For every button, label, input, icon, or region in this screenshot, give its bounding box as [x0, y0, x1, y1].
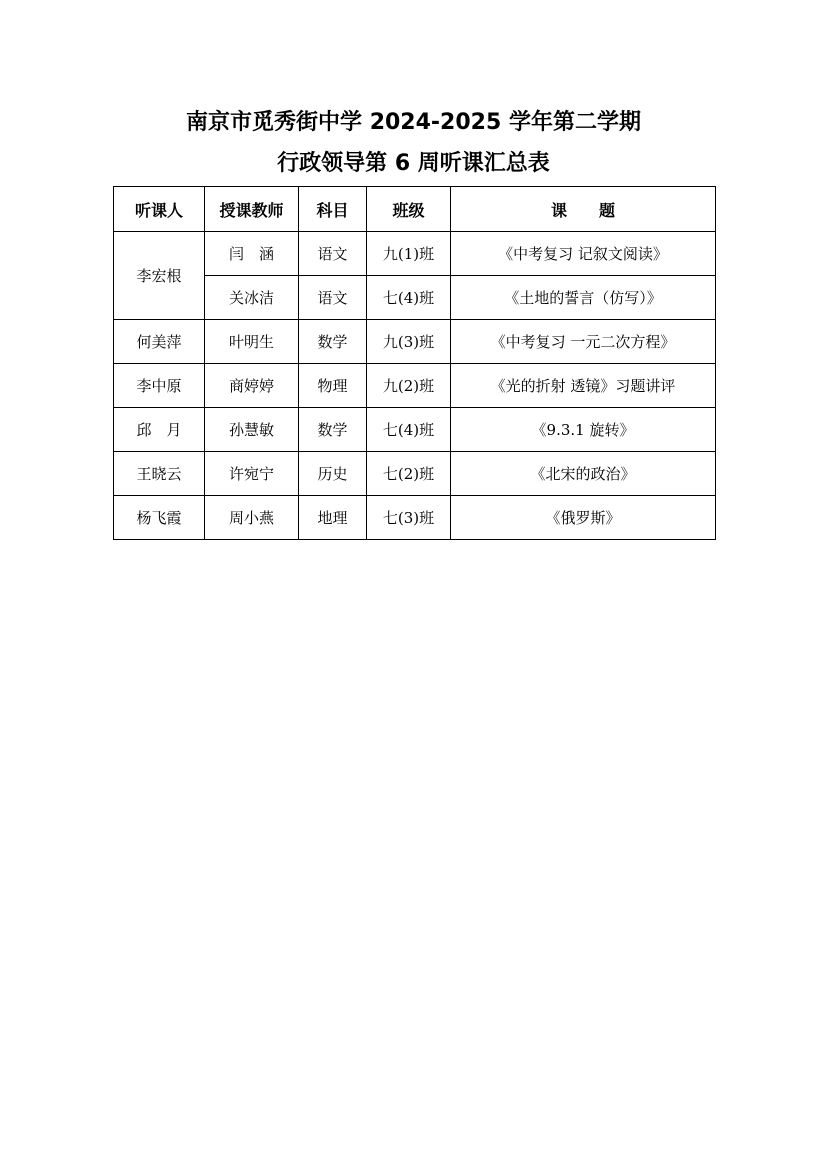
- header-topic: 课 题: [451, 187, 716, 232]
- cell-teacher: 闫 涵: [205, 232, 299, 276]
- cell-class: 七(2)班: [367, 452, 451, 496]
- cell-teacher: 关冰洁: [205, 276, 299, 320]
- cell-class: 九(2)班: [367, 364, 451, 408]
- cell-observer: 杨飞霞: [114, 496, 205, 540]
- cell-class: 七(3)班: [367, 496, 451, 540]
- cell-class: 七(4)班: [367, 276, 451, 320]
- table-row: [114, 408, 716, 452]
- cell-observer: 邱 月: [114, 408, 205, 452]
- cell-class: 九(1)班: [367, 232, 451, 276]
- cell-teacher: 许宛宁: [205, 452, 299, 496]
- cell-subject: 数学: [299, 320, 367, 364]
- table-row: [114, 276, 716, 320]
- cell-teacher: 叶明生: [205, 320, 299, 364]
- cell-teacher: 周小燕: [205, 496, 299, 540]
- cell-topic: 《土地的誓言（仿写）》: [451, 276, 716, 320]
- table-row: [114, 232, 716, 276]
- cell-subject: 物理: [299, 364, 367, 408]
- cell-class: 七(4)班: [367, 408, 451, 452]
- cell-teacher: 孙慧敏: [205, 408, 299, 452]
- header-class: 班级: [367, 187, 451, 232]
- cell-topic: 《中考复习 记叙文阅读》: [451, 232, 716, 276]
- cell-class: 九(3)班: [367, 320, 451, 364]
- header-subject: 科目: [299, 187, 367, 232]
- document-subtitle: 行政领导第 6 周听课汇总表: [277, 151, 550, 176]
- cell-subject: 语文: [299, 276, 367, 320]
- cell-observer: 何美萍: [114, 320, 205, 364]
- cell-subject: 地理: [299, 496, 367, 540]
- table-row: [114, 320, 716, 364]
- cell-subject: 历史: [299, 452, 367, 496]
- table-row: [114, 496, 716, 540]
- table-row: [114, 364, 716, 408]
- table-header-row: [114, 187, 716, 232]
- header-observer: 听课人: [114, 187, 205, 232]
- cell-observer: 王晓云: [114, 452, 205, 496]
- cell-topic: 《北宋的政治》: [451, 452, 716, 496]
- table-row: [114, 452, 716, 496]
- cell-observer: 李宏根: [114, 232, 205, 320]
- cell-subject: 语文: [299, 232, 367, 276]
- document-title: 南京市觅秀街中学 2024-2025 学年第二学期: [186, 110, 641, 135]
- cell-topic: 《9.3.1 旋转》: [451, 408, 716, 452]
- cell-topic: 《中考复习 一元二次方程》: [451, 320, 716, 364]
- cell-topic: 《光的折射 透镜》习题讲评: [451, 364, 716, 408]
- cell-observer: 李中原: [114, 364, 205, 408]
- cell-teacher: 商婷婷: [205, 364, 299, 408]
- cell-subject: 数学: [299, 408, 367, 452]
- lesson-observation-table: [113, 186, 716, 540]
- header-teacher: 授课教师: [205, 187, 299, 232]
- cell-topic: 《俄罗斯》: [451, 496, 716, 540]
